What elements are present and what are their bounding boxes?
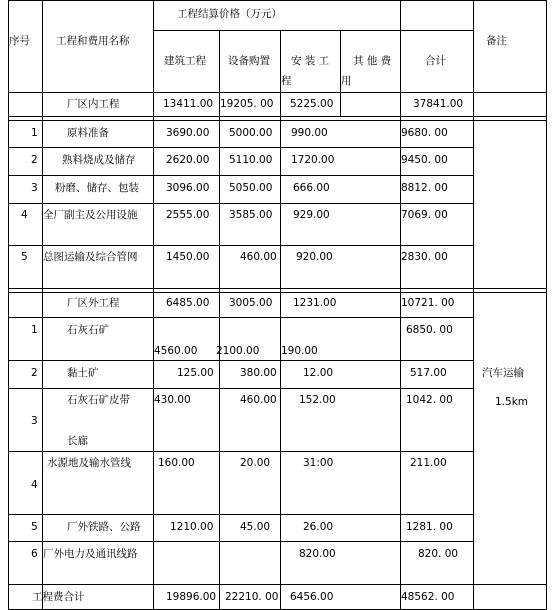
row-equipment: 2100.00	[216, 345, 260, 357]
header-other-line1: 其 他 费	[353, 55, 392, 67]
grid-line	[280, 30, 281, 610]
row-install: 5225.00	[290, 98, 334, 110]
header-name: 工程和费用名称	[56, 35, 130, 47]
row-building: 6485.00	[166, 297, 210, 309]
row-seq: 3	[31, 182, 38, 194]
grid-line	[8, 292, 547, 293]
grid-line	[8, 584, 547, 585]
row-equipment: 5110.00	[229, 154, 273, 166]
grid-line	[8, 0, 547, 1]
row-install: 31:00	[303, 457, 334, 469]
grid-line	[8, 92, 547, 93]
row-name: 粉磨、储存、包装	[55, 182, 139, 194]
row-total: 517.00	[410, 367, 447, 379]
row-seq: 2	[31, 367, 38, 379]
row-install: 1720.00	[291, 154, 335, 166]
row-building: 3096.00	[166, 182, 210, 194]
row-name: 黏土矿	[67, 367, 99, 379]
row-total: 48562. 00	[401, 591, 455, 603]
row-seq: 4	[31, 479, 38, 491]
grid-line	[8, 317, 474, 318]
remark-distance: 1.5km	[495, 396, 529, 408]
row-equipment: 22210. 00	[225, 591, 279, 603]
row-total: 8812. 00	[401, 182, 448, 194]
row-equipment: 5000.00	[229, 127, 273, 139]
row-total: 37841.00	[413, 98, 464, 110]
row-building: 430.00	[154, 394, 191, 406]
grid-line	[8, 175, 474, 176]
row-total: 820. 00	[418, 548, 459, 560]
row-seq: 3	[31, 415, 38, 427]
grid-line	[340, 30, 341, 116]
row-install: 929.00	[293, 209, 330, 221]
row-install: 666.00	[293, 182, 330, 194]
row-total: 9680. 00	[401, 127, 448, 139]
row-name: 工程费合计	[32, 591, 85, 603]
row-total: 1042. 00	[406, 394, 453, 406]
row-name: 熟料烧成及储存	[62, 154, 136, 166]
grid-line	[8, 116, 547, 117]
row-name: 厂区外工程	[67, 297, 120, 309]
row-total: 10721. 00	[401, 297, 455, 309]
row-install: 12.00	[303, 367, 334, 379]
header-price-group: 工程结算价格（万元）	[177, 8, 282, 20]
header-total: 合计	[425, 55, 446, 67]
row-install: 920.00	[296, 251, 333, 263]
grid-line	[219, 30, 220, 610]
row-seq: 1	[31, 127, 38, 139]
row-total: 1281. 00	[406, 521, 453, 533]
grid-line	[8, 388, 474, 389]
header-seq: 序号	[9, 35, 30, 47]
row-total: 9450. 00	[401, 154, 448, 166]
row-name: 石灰石矿	[67, 324, 109, 336]
row-building: 3690.00	[166, 127, 210, 139]
row-building: 4560.00	[154, 345, 198, 357]
header-building: 建筑工程	[164, 55, 206, 67]
grid-line	[8, 360, 474, 361]
row-seq: 5	[31, 521, 38, 533]
grid-line	[8, 288, 547, 289]
row-equipment: 45.00	[240, 521, 271, 533]
grid-line	[8, 147, 474, 148]
row-building: 1450.00	[166, 251, 210, 263]
grid-line	[8, 245, 474, 246]
row-equipment: 3585.00	[229, 209, 273, 221]
row-building: 2620.00	[166, 154, 210, 166]
row-total: 7069. 00	[401, 209, 448, 221]
row-name: 厂区内工程	[67, 98, 120, 110]
row-install: 26.00	[303, 521, 334, 533]
row-equipment: 5050.00	[229, 182, 273, 194]
row-equipment: 380.00	[240, 367, 277, 379]
row-seq: 2	[31, 154, 38, 166]
header-install-line2: 程	[281, 75, 292, 87]
row-name: 厂外铁路、公路	[67, 521, 141, 533]
row-install: 1231.00	[293, 297, 337, 309]
row-equipment: 460.00	[240, 251, 277, 263]
row-seq: 1	[31, 324, 38, 336]
row-name: 厂外电力及通讯线路	[43, 548, 138, 560]
row-name: 总图运输及综合管网	[43, 251, 138, 263]
row-total: 6850. 00	[406, 324, 453, 336]
row-install: 990.00	[291, 127, 328, 139]
row-building: 1210.00	[170, 521, 214, 533]
row-install: 820.00	[299, 548, 336, 560]
row-seq: 6	[31, 548, 38, 560]
row-equipment: 20.00	[240, 457, 271, 469]
grid-line	[8, 203, 474, 204]
row-building: 125.00	[177, 367, 214, 379]
grid-line	[8, 541, 474, 542]
row-building: 160.00	[158, 457, 195, 469]
row-name: 原料准备	[67, 127, 109, 139]
remark-transport: 汽车运输	[482, 367, 524, 379]
row-install: 152.00	[299, 394, 336, 406]
row-name-line2: 长廊	[67, 435, 88, 447]
row-name-line1: 石灰石矿皮带	[67, 394, 130, 406]
row-equipment: 3005.00	[229, 297, 273, 309]
grid-line	[8, 514, 474, 515]
row-equipment: 460.00	[240, 394, 277, 406]
row-install: 6456.00	[290, 591, 334, 603]
row-building: 2555.00	[166, 209, 210, 221]
row-building: 13411.00	[163, 98, 214, 110]
row-install: 190.00	[281, 345, 318, 357]
row-seq: 4	[21, 209, 28, 221]
row-equipment: 19205. 00	[220, 98, 274, 110]
row-total: 211.00	[410, 457, 447, 469]
row-seq: 5	[21, 251, 28, 263]
grid-line	[8, 451, 474, 452]
grid-line	[8, 120, 547, 121]
header-equipment: 设备购置	[228, 55, 270, 67]
row-building: 19896.00	[166, 591, 217, 603]
header-remark: 备注	[486, 35, 507, 47]
grid-line	[153, 30, 474, 31]
row-total: 2830. 00	[401, 251, 448, 263]
row-name: 水源地及输水管线	[47, 457, 131, 469]
header-other-line2: 用	[341, 75, 352, 87]
header-install-line1: 安 装 工	[291, 55, 330, 67]
row-name: 全厂副主及公用设施	[43, 209, 138, 221]
